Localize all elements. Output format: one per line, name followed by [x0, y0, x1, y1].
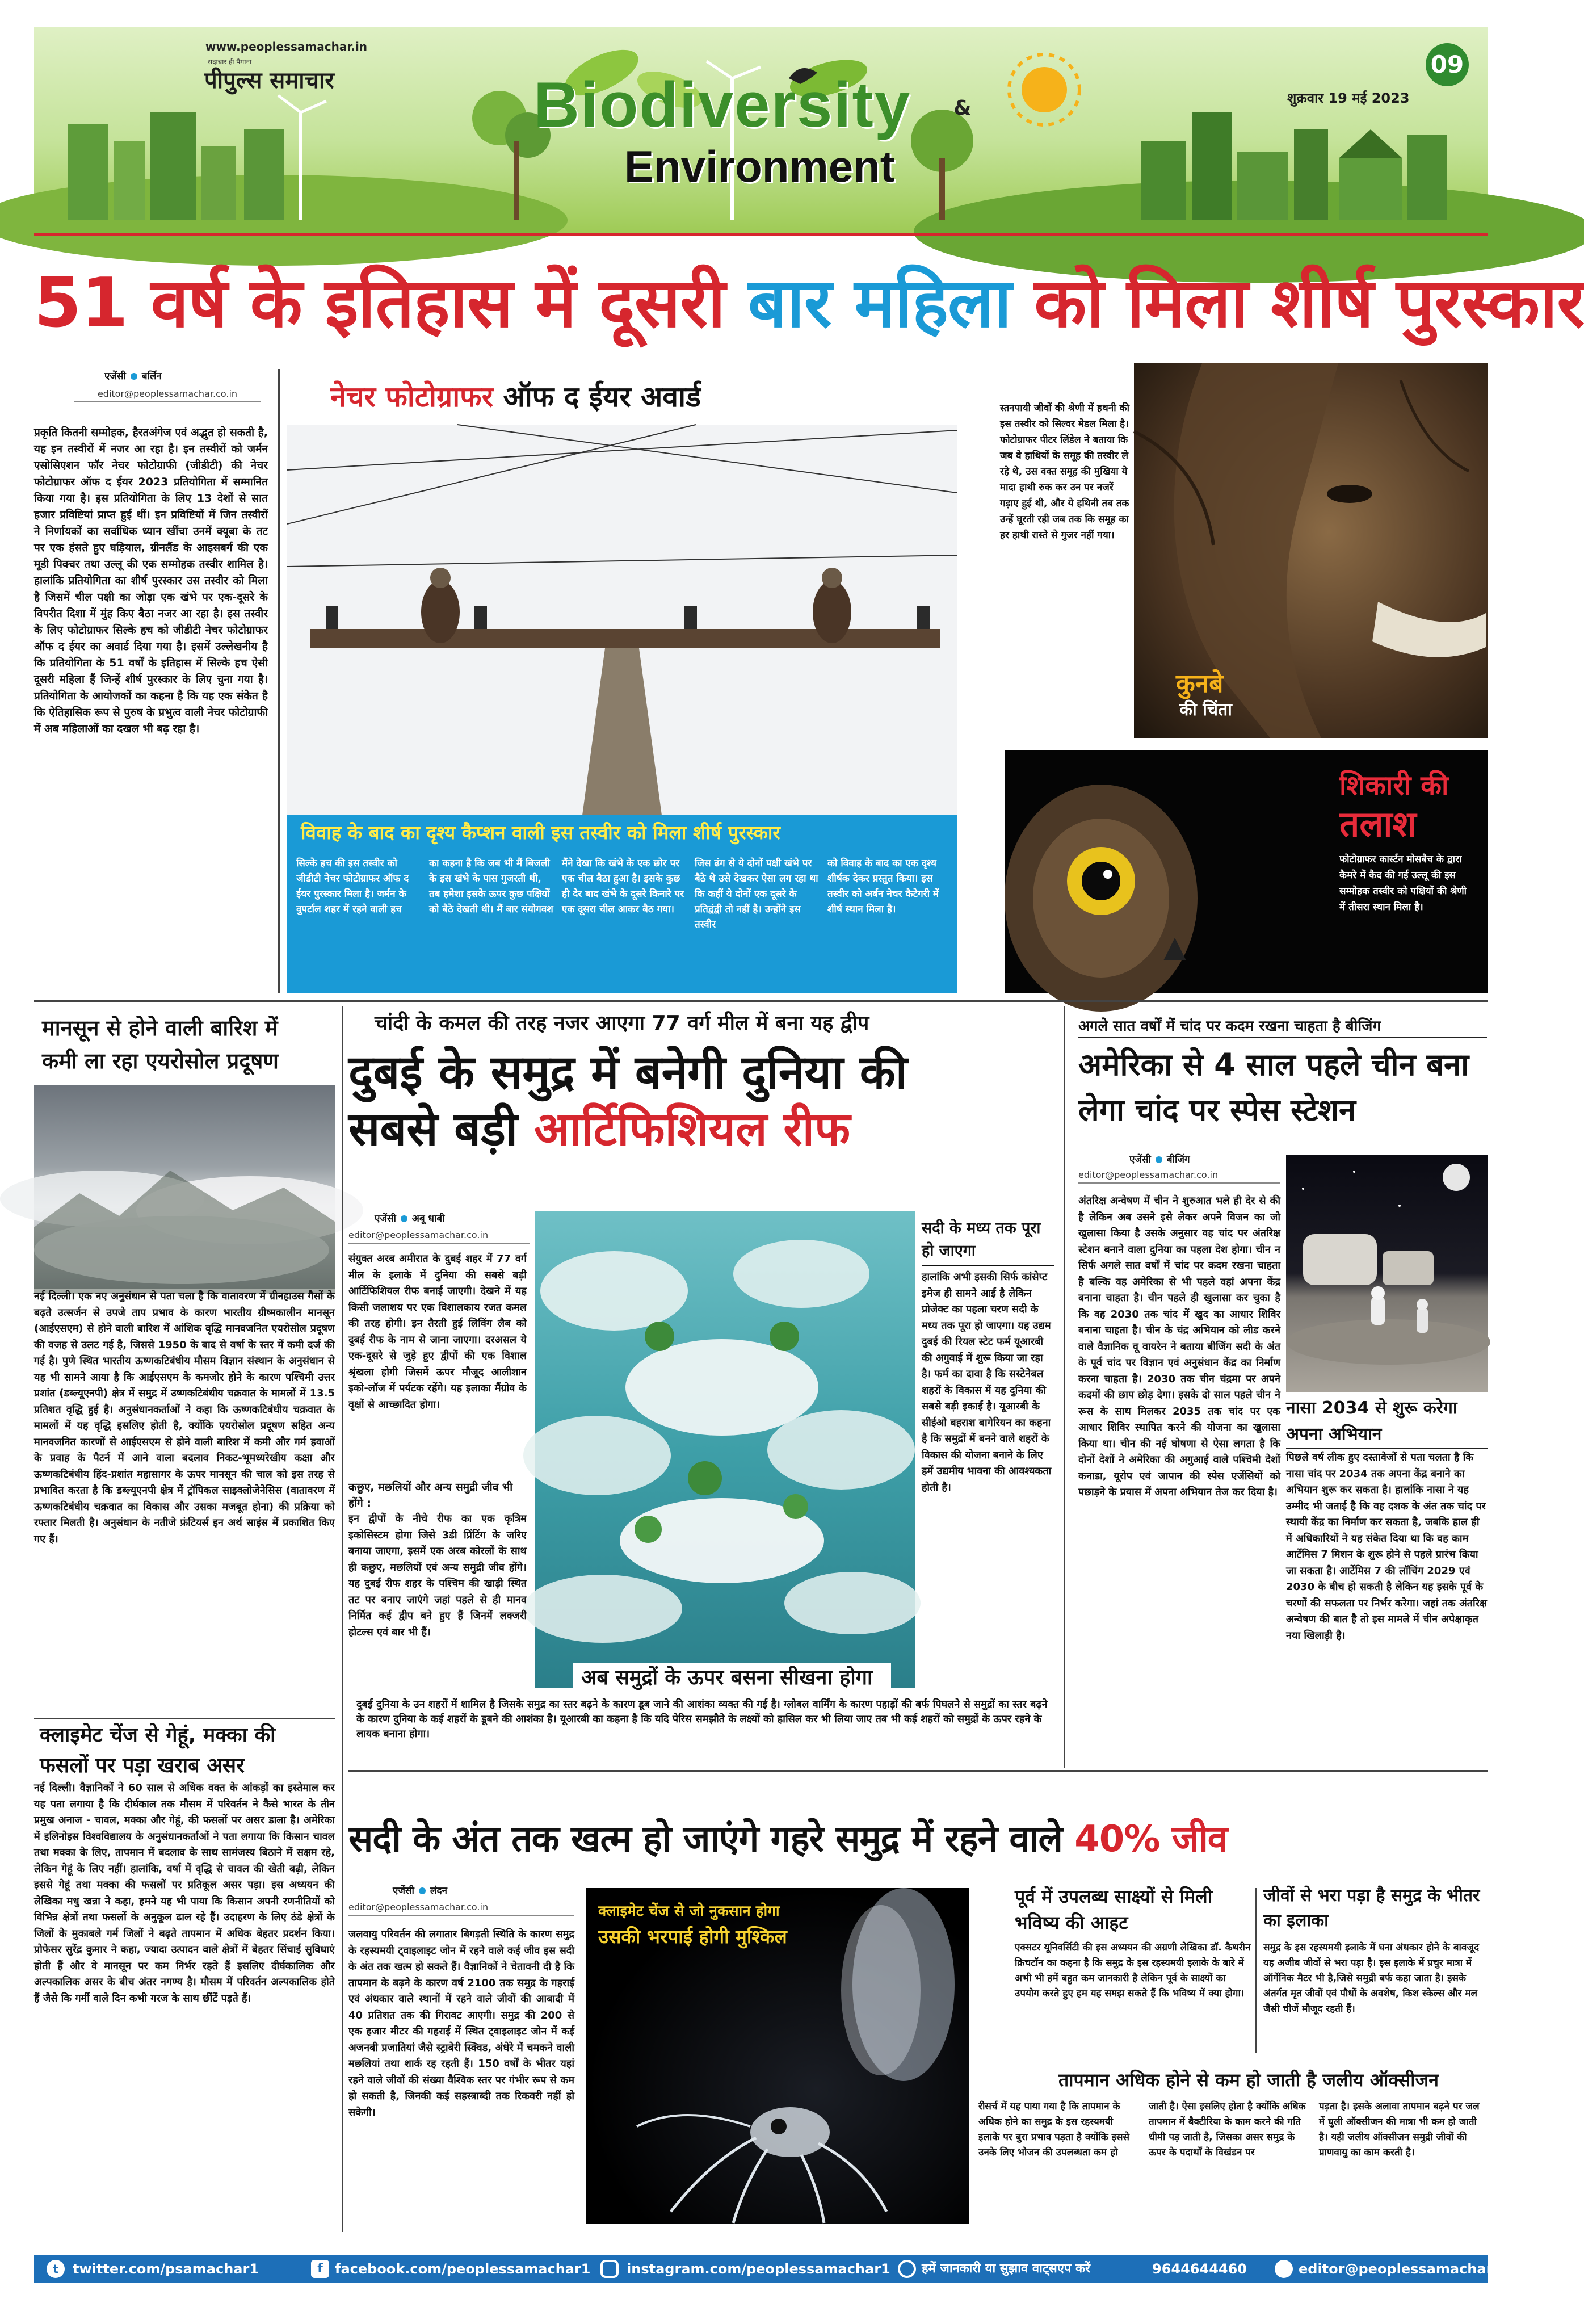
monsoon-bottom-rule [34, 1718, 335, 1719]
whatsapp-text: हमें जानकारी या सुझाव वाट्सएप करें [922, 2262, 1090, 2276]
owl-title-2: तलाश [1339, 803, 1417, 845]
lead-headline-part2: को मिला शीर्ष पुरस्कार [1034, 264, 1584, 343]
caption-col-5: को विवाह के बाद का एक दृश्य शीर्षक देकर प्रस्तुत किया। इस तस्वीर को अर्बन नेचर कैटेगरी में शीर्ष स्थान मिला है। [827, 858, 939, 915]
dubai-col1: संयुक्त अरब अमीरात के दुबई शहर में 77 वर्ग मील के इलाके में दुनिया की सबसे बड़ी आर्टिफिशियल रीफ बनाई जाएगी। देखने में यह किसी जलाशय पर एक विशालकाय रजत कमल की तरह होगी। इन तैरती हुई लिविंग लैब को दुबई रीफ के नाम से जाना जाएगा। दरअसल ये एक-दूसरे से जुड़े हुए द्वीपों की एक विशाल श्रृंखला होगी जिसमें ऊपर मौजूद आलीशान इको-लॉज में पर्यटक रहेंगे। यह इलाका मैंग्रोव के वृक्षों से आच्छादित होगा। [348, 1253, 527, 1411]
whatsapp-number[interactable]: 9644644460 [1152, 2261, 1247, 2277]
lead-headline-part1: 51 वर्ष के इतिहास में दूसरी [34, 264, 725, 343]
dubai-email[interactable]: editor@peoplessamachar.co.in [348, 1230, 530, 1244]
squid-caption-2: उसकी भरपाई होगी मुश्किल [598, 1926, 787, 1948]
award-title-black: ऑफ द ईयर अवार्ड [503, 380, 701, 413]
section-title-line1: Biodiversity [533, 69, 911, 140]
lead-bottom-rule [34, 1000, 1488, 1002]
evidence-body: एक्सटर यूनिवर्सिटी की इस अध्ययन की अग्रणी लेखिका डॉ. कैथरीन क्रिचटॉन का कहना है कि समुद्र के इस रहस्यमयी इलाके के बारे में अभी भी हमें बहुत कम जानकारी है लेकिन पूर्व के साक्ष्यों का उपयोग करते हुए हम यह समझ सकते हैं कि भविष्य में क्या होगा। [1015, 1942, 1251, 1999]
china-headline: अमेरिका से 4 साल पहले चीन बना लेगा चांद पर स्पेस स्टेशन [1078, 1047, 1469, 1128]
byline-dot-icon [419, 1887, 426, 1894]
section-title [533, 68, 988, 221]
owl-photo [1005, 750, 1488, 993]
masthead-rule [34, 233, 1488, 236]
caption-col-2: का कहना है कि जब भी मैं बिजली के इस खंभे के पास गुजरती थी, तब हमेशा इसके ऊपर कुछ पक्षियों को बैठे देखती थी। मैं बार संयोगवश [429, 858, 553, 915]
masthead [34, 27, 1488, 233]
dubai-side-body: हालांकि अभी इसकी सिर्फ कांसेप्ट इमेज ही सामने आई है लेकिन प्रोजेक्ट का पहला चरण सदी के मध्य तक पूरा हो जाएगा। यह उद्यम दुबई की रियल स्टेट फर्म यूआरबी की अगुवाई में शुरू किया जा रहा है। फर्म का दावा है कि सस्टेनेबल शहरों के विकास में यह दुनिया की सबसे बड़ी इकाई है। यूआरबी के सीईओ बहराश बागेरियन का कहना है कि समुद्रों में बनने वाले शहरों के विकास की योजना बनाने के लिए हमें उद्यमीय भावना की आवश्यकता होती है। [922, 1271, 1052, 1494]
evidence-title: पूर्व में उपलब्ध साक्ष्यों से मिली भविष्य की आहट [1015, 1886, 1212, 1933]
facebook-icon[interactable]: f [311, 2260, 329, 2278]
deepsea-col1: जलवायु परिवर्तन की लगातार बिगड़ती स्थिति के कारण समुद्र के रहस्यमयी ट्वाइलाइट जोन में रहने वाले कई जीव इस सदी के अंत तक खत्म हो सकते हैं। वैज्ञानिकों ने चेतावनी दी है कि तापमान के बढ़ने के कारण वर्ष 2100 तक समुद्र के गहराई एवं अंधकार वाले स्थानों में रहने वाले जीवों की आबादी में 40 प्रतिशत तक की गिरावट आएगी। समुद्र की 200 से एक हजार मीटर की गहराई में स्थित ट्वाइलाइट जोन में कई अजनबी प्रजातियां जैसे स्ट्राबेरी स्क्विड, अंधेरे में चमकने वाली मछलियां तथा शार्क रह रहती हैं। 150 वर्षों के भीतर यहां रहने वाले जीवों की संख्या वैश्विक स्तर पर गंभीर रूप से कम हो सकती है, जिनकी कई सहस्त्राब्दी तक रिकवरी नहीं हो सकेगी। [348, 1928, 574, 2119]
monsoon-headline: मानसून से होने वाली बारिश में कमी ला रहा एयरोसोल प्रदूषण [42, 1016, 279, 1073]
dubai-headline-line1: दुबई के समुद्र में बनेगी दुनिया की [348, 1046, 907, 1100]
dubai-col1-subhead: कछुए, मछलियों और अन्य समुद्री जीव भी होंगे : [348, 1481, 513, 1509]
byline-agency: एजेंसी [1129, 1154, 1151, 1165]
china-subhead: नासा 2034 से शुरू करेगा अपना अभियान [1286, 1395, 1488, 1449]
lead-body: प्रकृति कितनी सम्मोहक, हैरतअंगेज एवं अद्भुत हो सकती है, यह इन तस्वीरों में नजर आ रहा है। इन तस्वीरों को जर्मन एसोसिएशन फॉर नेचर फोटोग्राफी (जीडीटी) की नेचर फोटोग्राफर ऑफ द ईयर 2023 प्रतियोगिता में सम्मानित किया गया है। इस प्रतियोगिता के लिए 13 देशों से सात हजार प्रविष्टियां प्राप्त हुई थीं। इन प्रविष्टियों में जिन तस्वीरों ने निर्णायकों का सर्वाधिक ध्यान खींचा उनमें क्यूबा के तट पर एक हंसते हुए घड़ियाल, ग्रीनलैंड के आइसबर्ग की एक मूडी पिक्चर तथा उल्लू की एक सम्मोहक तस्वीर शामिल है। हालांकि प्रतियोगिता का शीर्ष पुरस्कार उस तस्वीर को मिला है जिसमें चील पक्षी का जोड़ा एक खंभे पर एक-दूसरे के विपरीत दिशा में मुंह किए बैठा नजर आ रहा है। इस तस्वीर के लिए फोटोग्राफर सिल्के हच को जीडीटी नेचर फोटोग्राफर ऑफ द ईयर का अवार्ड दिया गया है। इसमें उल्लेखनीय है कि प्रतियोगिता के 51 वर्षों के इतिहास में सिल्के हच ऐसी दूसरी महिला हैं जिन्हें शीर्ष पुरस्कार के लिए चुना गया है। प्रतियोगिता के आयोजकों का कहना है कि यह एक संकेत है कि ऐतिहासिक रूप से पुरुष के प्रभुत्व वाली नेचर फोटोग्राफी में अब महिलाओं का दखल भी बढ़ रहा है। [34, 426, 268, 735]
squid-photo [586, 1888, 969, 2224]
elephant-tag-1: कुनबे [1176, 669, 1224, 698]
lead-email[interactable]: editor@peoplessamachar.co.in [74, 388, 261, 402]
whatsapp-icon[interactable] [898, 2260, 916, 2278]
logo-tagline: सदाचार ही पैमाना [208, 58, 252, 66]
newspaper-logo: पीपुल्स समाचार [204, 67, 334, 94]
monsoon-body: नई दिल्ली। एक नए अनुसंधान से पता चला है कि वातावरण में ग्रीनहाउस गैसों के बढ़ते उत्सर्जन से उपजे ताप प्रभाव के कारण भारतीय ग्रीष्मकालीन मानसून (आईएसएम) से होने वाली बारिश में आंशिक वृद्धि मानवजनित एयरोसोल प्रदूषण की वजह से उलट गई है, जिससे 1950 के बाद से वर्षा के स्तर में कमी दर्ज की गई है। पुणे स्थित भारतीय ऊष्णकटिबंधीय मौसम विज्ञान संस्थान के अनुसंधान से यह भी सामने आया है कि आईएसएम के कमजोर होने के कारण पश्चिमी उत्तर प्रशांत (डब्ल्यूएनपी) क्षेत्र में समुद्र में उष्णकटिबंधीय चक्रवात के मामलों में 13.5 प्रतिशत वृद्धि हुई है। अनुसंधानकर्ताओं ने कहा कि ऊष्णकटिबंधीय चक्रवात के मामलों में यह वृद्धि इसलिए होती है, क्योंकि एयरोसोल प्रदूषण सहित अन्य मानवजनित कारणों से आईएसएम से होने वाली बारिश में कमी और गर्म हवाओं के प्रवाह के पैटर्न में आने वाला बदलाव निकट-भूमध्यरेखीय कक्षा और ऊष्णकटिबंधीय हिंद-प्रशांत महासागर के ऊपर मानसून की चाल को इस तरह से प्रभावित करता है कि डब्ल्यूएनपी क्षेत्र में ट्रॉपिकल साइक्लोजेनेसिस (वातावरण में ऊष्णकटिबंधीय चक्रवात का विकास और उसका मजबूत होना) की प्रक्रिया को रफ्तार मिलती है। अनुसंधान के नतीजे फ्रंटियर्स इन अर्थ साइंस में प्रकाशित किए गए हैं। [34, 1290, 335, 1545]
dubai-headline-black: सबसे बड़ी [348, 1102, 518, 1156]
eagles-photo [287, 425, 957, 815]
byline-agency: एजेंसी [393, 1885, 414, 1897]
lead-headline-highlight: बार महिला [747, 264, 1011, 343]
byline-city: लंदन [430, 1885, 447, 1897]
eagles-caption-bar: विवाह के बाद का दृश्य कैप्शन वाली इस तस्वीर को मिला शीर्ष पुरस्कार [287, 815, 957, 850]
section-title-amp: & [953, 97, 972, 120]
reef-photo [535, 1211, 915, 1688]
china-col2: पिछले वर्ष लीक हुए दस्तावेजों से पता चलता है कि नासा चांद पर 2034 तक अपना केंद्र बनाने का अभियान शुरू कर सकता है। हालांकि नासा ने यह उम्मीद भी जताई है कि वह दशक के अंत तक चांद पर स्थायी केंद्र का निर्माण कर सकता है, जबकि हाल ही में अधिकारियों ने यह संकेत दिया था कि वह काम आर्टेमिस 7 मिशन के शुरू होने से पहले प्रारंभ किया जा सकता है। आर्टेमिस 7 की लॉचिंग 2029 एवं 2030 के बीच हो सकती है लेकिन यह इसके पूर्व के चरणों की सफलता पर निर्भर करेगा। जहां तक अंतरिक्ष अन्वेषण की बात है तो इस मामले में चीन अपेक्षाकृत नया खिलाड़ी है। [1286, 1452, 1487, 1642]
clouds-illustration [34, 1085, 335, 1289]
deepsea-headline-black: सदी के अंत तक खत्म हो जाएंगे गहरे समुद्र में रहने वाले [348, 1818, 1062, 1860]
dubai-byline [375, 1211, 445, 1226]
footer-bar [34, 2255, 1533, 2283]
moon-photo [1286, 1155, 1488, 1392]
dubai-divider [1064, 1006, 1065, 1768]
lead-divider [278, 369, 280, 993]
footer-email[interactable]: editor@peoplessamachar.co.in [1299, 2261, 1533, 2277]
squid-caption-1: क्लाइमेट चेंज से जो नुकसान होगा [598, 1903, 780, 1920]
clouds-photo [34, 1085, 335, 1289]
instagram-icon[interactable] [600, 2260, 619, 2278]
deepsea-headline-red: 40% जीव [1074, 1818, 1228, 1860]
zone-body: समुद्र के इस रहस्यमयी इलाके में घना अंधकार होने के बावजूद यह अजीब जीवों से भरा पड़ा है। इस इलाके में प्रचुर मात्रा में ऑर्गेनिक मैटर भी है,जिसे समुद्री बर्फ कहा जाता है। इसके अंतर्गत मृत जीवों एवं पौधों के अवशेष, किश स्केल्स और मल जैसी चीजें मौजूद रहती हैं। [1263, 1942, 1480, 2015]
section-title-line2: Environment [624, 141, 895, 191]
dubai-caption-title: अब समुद्रों के ऊपर बसना सीखना होगा [573, 1663, 891, 1693]
oxygen-col-2: जाती है। ऐसा इसलिए होता है क्योंकि अधिक तापमान में बैक्टीरिया के काम करने की गति धीमी पड़ जाती है, जिसका असर समुद्र के ऊपर के पदार्थों के विखंडन पर [1149, 2101, 1306, 2158]
zone-title: जीवों से भरा पड़ा है समुद्र के भीतर का इलाका [1263, 1886, 1480, 1931]
monsoon-divider [342, 1006, 343, 2232]
oxygen-col-3: पड़ता है। इसके अलावा तापमान बढ़ने पर जल में घुली ऑक्सीजन की मात्रा भी कम हो जाती है। यही जलीय ऑक्सीजन समुद्री जीवों की प्राणवायु का काम करती है। [1319, 2101, 1480, 2158]
dubai-headline-red: आर्टिफिशियल रीफ [533, 1102, 851, 1156]
mid-bottom-rule [348, 1770, 1488, 1772]
byline-city: बर्लिन [141, 371, 162, 382]
deepsea-byline [393, 1883, 447, 1898]
deepsea-email[interactable]: editor@peoplessamachar.co.in [348, 1902, 574, 1916]
evidence-divider [1255, 1888, 1257, 2053]
elephant-photo [1134, 363, 1488, 738]
owl-title-1: शिकारी की [1339, 770, 1449, 802]
byline-agency: एजेंसी [375, 1213, 396, 1224]
wheat-body: नई दिल्ली। वैज्ञानिकों ने 60 साल से अधिक वक्त के आंकड़ों का इस्तेमाल कर यह पता लगाया है कि दीर्घकाल तक मौसम में परिवर्तन ने कैसे भारत के तीन प्रमुख अनाज - चावल, मक्का और गेहूं, की फसलों पर असर डाला है। अमेरिका में इलिनोइस विश्वविद्यालय के अनुसंधानकर्ताओं ने पता लगाया कि किसान चावल तथा मक्का के लिए, तापमान में बदलाव के साथ सामंजस्य बिठाने में सक्षम रहे, लेकिन गेहूं के लिए नहीं। हालांकि, वर्षा में वृद्धि से चावल की खेती बढ़ी, लेकिन इससे गेहूं तथा मक्का की फसलों पर प्रतिकूल असर पड़ा। इस अध्ययन की लेखिका मधु खन्ना ने कहा, हमने यह भी पाया कि किसान अपनी रणनीतियों को विभिन्न क्षेत्रों तथा फसलों के अनुकूल ढाल रहे हैं। उदाहरण के लिए ठंडे क्षेत्रों के जिलों के मुकाबले गर्म जिलों ने बढ़ते तापमान में अधिक बेहतर प्रदर्शन किया। प्रोफेसर सुरेंद्र कुमार ने कहा, ज्यादा उत्पादन वाले क्षेत्रों में बेहतर सिंचाई सुविधाएं होती हैं और वे मानसून पर कम निर्भर रहते हैं इसलिए दीर्घकालिक और अल्पकालिक असर के बीच अंतर नगण्य है। मौसम में परिवर्तन अल्पकालिक होते हैं जैसे कि गर्मी वाले दिन कभी गरज के साथ छींटें पड़ते हैं। [34, 1782, 335, 2004]
award-title-red: नेचर फोटोग्राफर [330, 380, 494, 413]
elephant-tag-2: की चिंता [1179, 700, 1232, 720]
eagles-illustration [287, 425, 957, 815]
byline-city: अबू धाबी [411, 1213, 445, 1224]
deepsea-headline [348, 1817, 1488, 1862]
instagram-link[interactable]: instagram.com/peoplessamachar1 [627, 2261, 890, 2277]
award-title [330, 379, 701, 414]
lead-headline [34, 264, 1584, 343]
twitter-icon[interactable]: t [47, 2260, 65, 2278]
caption-col-3: मैंने देखा कि खंभे के एक छोर पर एक चील बैठा हुआ है। इसके कुछ ही देर बाद खंभे के दूसरे किनारे पर एक दूसरा चील आकर बैठ गया। [562, 858, 684, 915]
dubai-headline-line2 [348, 1101, 1064, 1158]
china-email[interactable]: editor@peoplessamachar.co.in [1078, 1169, 1280, 1184]
wheat-headline: क्लाइमेट चेंज से गेहूं, मक्का की फसलों पर पड़ा खराब असर [40, 1723, 276, 1777]
dubai-caption-body: दुबई दुनिया के उन शहरों में शामिल है जिसके समुद्र का स्तर बढ़ने के कारण डूब जाने की आशंका व्यक्त की गई है। ग्लोबल वार्मिंग के कारण पहाड़ों की बर्फ पिघलने से समुद्रों का स्तर बढ़ने के कारण दुनिया के कई शहरों के डूबने की आशंका है। यूआरबी का कहना है कि यदि पेरिस समझौते के लक्ष्यों को हासिल कर भी लिया जाए तब भी कई शहरों को समुद्रों के ऊपर रहने के लायक बनाना होगा। [356, 1698, 1048, 1740]
twitter-link[interactable]: twitter.com/psamachar1 [73, 2261, 259, 2277]
reef-illustration [535, 1211, 915, 1688]
dubai-kicker: चांदी के कमल की तरह नजर आएगा 77 वर्ग मील में बना यह द्वीप [375, 1012, 869, 1035]
email-icon[interactable] [1275, 2260, 1293, 2278]
byline-city: बीजिंग [1166, 1154, 1190, 1165]
byline-dot-icon [1156, 1156, 1162, 1163]
owl-text: फोटोग्राफर कार्स्टन मोसबैच के द्वारा कैमरे में कैद की गई उल्लू की इस सम्मोहक तस्वीर को पक्षियों की श्रेणी में तीसरा स्थान मिला है। [1339, 854, 1467, 913]
facebook-link[interactable]: facebook.com/peoplessamachar1 [335, 2261, 591, 2277]
caption-col-1: सिल्के हच की इस तस्वीर को जीडीटी नेचर फोटोग्राफर ऑफ द ईयर पुरस्कार मिला है। जर्मन के वुपर्टाल शहर में रहने वाली हच [296, 858, 409, 915]
dubai-col1-body-b: इन द्वीपों के नीचे रीफ का एक कृत्रिम इकोसिस्टम होगा जिसे 3डी प्रिंटिंग के जरिए बनाया जाएगा, इसमें एक अरब कोरलों के साथ ही कछुए, मछलियों एवं अन्य समुद्री जीव होंगे। यह दुबई रीफ शहर के पश्चिम की खाड़ी स्थित तट पर बनाए जाएंगे जहां पहले से ही मानव निर्मित कई द्वीप बने हुए हैं जिनमें लक्जरी होटल्स एवं बार भी हैं। [348, 1513, 527, 1638]
issue-date: शुक्रवार 19 मई 2023 [1287, 90, 1410, 106]
moon-illustration [1286, 1155, 1488, 1392]
china-kicker: अगले सात वर्षों में चांद पर कदम रखना चाहता है बीजिंग [1078, 1016, 1487, 1038]
website-url[interactable]: www.peoplessamachar.in [205, 40, 368, 53]
byline-dot-icon [131, 373, 137, 380]
page-number: 09 [1426, 43, 1469, 86]
caption-col-4: जिस ढंग से ये दोनों पक्षी खंभे पर बैठे थे उसे देखकर ऐसा लग रहा था कि कहीं ये दोनों एक दूसरे के प्रतिद्वंद्वी तो नहीं है। उन्होंने इस तस्वीर [695, 858, 818, 930]
china-byline [1129, 1152, 1190, 1167]
elephant-text: स्तनपायी जीवों की श्रेणी में हथनी की इस तस्वीर को सिल्वर मेडल मिला है। फोटोग्राफर पीटर लिंडेल ने बताया कि जब वे हाथियों के समूह की तस्वीर ले रहे थे, उस वक्त समूह की मुखिया ये मादा हाथी रुक कर उन पर नजरें गड़ाए हुई थी, और ये हथिनी तब तक उन्हें घूरती रही जब तक कि समूह का हर हाथी रास्ते से गुजर नहीं गया। [1000, 402, 1129, 541]
oxygen-title: तापमान अधिक होने से कम हो जाती है जलीय ऑक्सीजन [1058, 2069, 1439, 2091]
byline-agency: एजेंसी [104, 371, 126, 382]
dubai-side-title: सदी के मध्य तक पूरा हो जाएगा [922, 1217, 1054, 1266]
eagles-caption-columns [287, 850, 957, 993]
china-col1: अंतरिक्ष अन्वेषण में चीन ने शुरुआत भले ही देर से की है लेकिन अब उसने इसे लेकर अपने विजन का जो खुलासा किया है उसके अनुसार वह चांद पर अंतरिक्ष स्टेशन बनाने वाला दुनिया का पहला देश होगा। चीन न सिर्फ अगले सात वर्षों में चांद पर कदम रखना चाहता है बल्कि वह अमेरिका से भी पहले वहां अपना केंद्र बनाना चाहता है। चीन पहले ही खुलासा कर चुका है कि वह 2030 तक चांद में खुद का आधार शिविर बनाना चाहता है। चीन के चंद्र अभियान को लीड करने वाले वैज्ञानिक वू वायरेन ने बताया बीजिंग सदी के अंत के पूर्व चांद पर विज्ञान एवं अनुसंधान केंद्र का निर्माण करना चाहता है। 2030 तक चीन चंद्रमा पर अपने कदमों की छाप छोड़ देगा। इसके दो साल पहले चीन ने रूस के साथ मिलकर 2035 तक चांद पर एक आधार शिविर स्थापित करने की योजना का खुलासा किया था। चीन की नई घोषणा से ऐसा लगता है कि दोनों देशों ने अमेरिका की अगुआई वाले पश्चिमी देशों कनाडा, यूरोप एवं जापान की स्पेस एजेंसियों को पछाड़ने के प्रयास में अपना अभियान तेज कर दिया है। [1078, 1195, 1280, 1498]
byline-dot-icon [401, 1215, 407, 1222]
oxygen-col-1: रीसर्च में यह पाया गया है कि तापमान के अधिक होने का समुद्र के इस रहस्यमयी इलाके पर बुरा प्रभाव पड़ता है क्योंकि इससे उनके लिए भोजन की उपलब्धता कम हो [978, 2101, 1129, 2158]
lead-byline [104, 369, 162, 384]
